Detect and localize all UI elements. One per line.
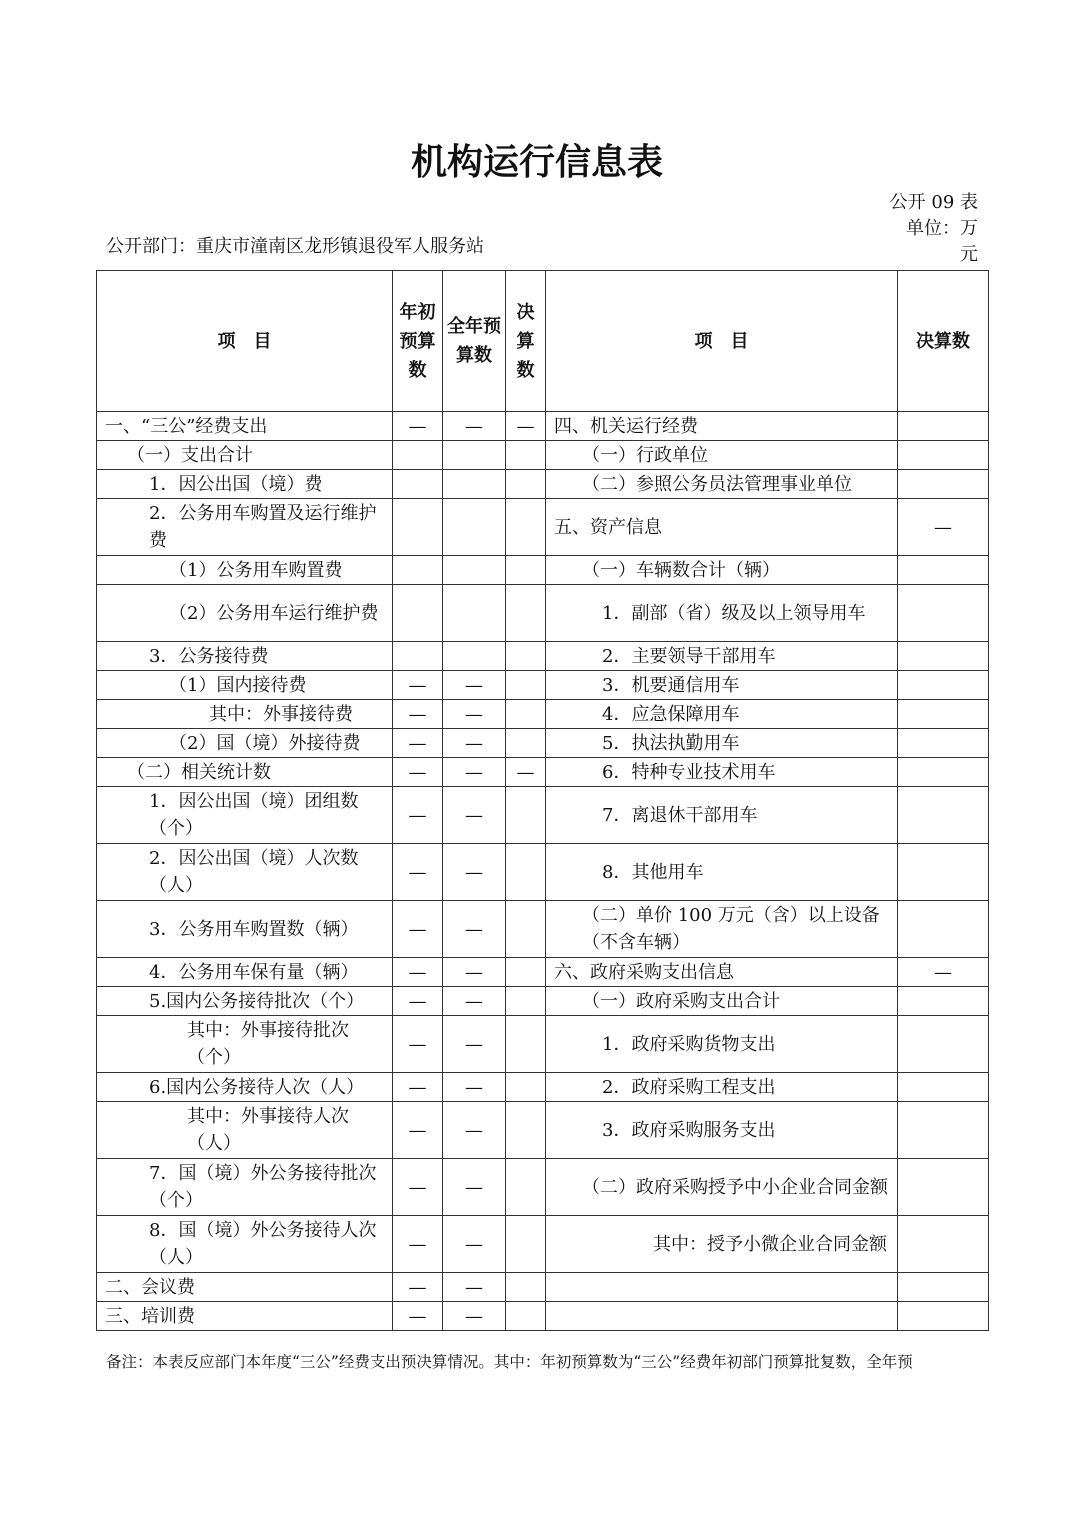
row-item-left: 三、培训费 xyxy=(97,1302,393,1331)
row-item-left: （2）国（境）外接待费 xyxy=(97,729,393,758)
row-final-left xyxy=(506,642,546,671)
row-item-right: 3．机要通信用车 xyxy=(546,671,898,700)
row-item-right: （一）车辆数合计（辆） xyxy=(546,556,898,585)
row-item-left: 1．因公出国（境）团组数（个） xyxy=(97,787,393,844)
row-final-left: — xyxy=(506,758,546,787)
row-item-left: 其中：外事接待费 xyxy=(97,700,393,729)
row-item-right: 3．政府采购服务支出 xyxy=(546,1102,898,1159)
table-row xyxy=(97,1216,989,1273)
row-final-right xyxy=(898,787,989,844)
row-budget-full: — xyxy=(443,1073,506,1102)
table-row xyxy=(97,987,989,1016)
table-row xyxy=(97,642,989,671)
row-item-left: （2）公务用车运行维护费 xyxy=(97,585,393,642)
table-row xyxy=(97,470,989,499)
row-final-left xyxy=(506,585,546,642)
row-budget-full: — xyxy=(443,729,506,758)
row-budget-full xyxy=(443,470,506,499)
footnote: 备注：本表反应部门本年度“三公”经费支出预决算情况。其中：年初预算数为“三公”经费年初部门预算批复数，全年预 xyxy=(106,1353,913,1371)
row-budget-full: — xyxy=(443,1273,506,1302)
row-item-left: 2．因公出国（境）人次数（人） xyxy=(97,844,393,901)
row-final-right xyxy=(898,1302,989,1331)
row-budget-initial: — xyxy=(393,729,443,758)
row-budget-initial: — xyxy=(393,901,443,958)
header-budget-initial: 年初预算数 xyxy=(393,271,443,412)
row-budget-initial: — xyxy=(393,987,443,1016)
row-item-right: 2．主要领导干部用车 xyxy=(546,642,898,671)
table-row xyxy=(97,844,989,901)
row-budget-full xyxy=(443,556,506,585)
row-budget-initial: — xyxy=(393,758,443,787)
row-item-right: 2．政府采购工程支出 xyxy=(546,1073,898,1102)
row-final-right xyxy=(898,1073,989,1102)
row-final-left xyxy=(506,1102,546,1159)
table-row xyxy=(97,758,989,787)
row-item-left: 3．公务用车购置数（辆） xyxy=(97,901,393,958)
row-final-right xyxy=(898,1016,989,1073)
info-table xyxy=(96,270,989,1331)
row-budget-initial xyxy=(393,441,443,470)
row-item-right: 四、机关运行经费 xyxy=(546,412,898,441)
table-header-row xyxy=(97,271,989,412)
row-final-left xyxy=(506,958,546,987)
table-row xyxy=(97,700,989,729)
row-final-right xyxy=(898,412,989,441)
row-budget-initial xyxy=(393,642,443,671)
row-final-left xyxy=(506,844,546,901)
row-final-right xyxy=(898,642,989,671)
row-budget-full: — xyxy=(443,1102,506,1159)
row-budget-full xyxy=(443,441,506,470)
row-budget-initial: — xyxy=(393,671,443,700)
row-item-right: 1．副部（省）级及以上领导用车 xyxy=(546,585,898,642)
row-budget-full xyxy=(443,585,506,642)
row-final-left: — xyxy=(506,412,546,441)
row-budget-initial: — xyxy=(393,1073,443,1102)
row-final-left xyxy=(506,470,546,499)
table-row xyxy=(97,787,989,844)
row-final-left xyxy=(506,499,546,556)
row-item-left: （一）支出合计 xyxy=(97,441,393,470)
row-budget-initial xyxy=(393,470,443,499)
row-final-right: — xyxy=(898,958,989,987)
row-item-right xyxy=(546,1273,898,1302)
row-final-left xyxy=(506,1073,546,1102)
page-title: 机构运行信息表 xyxy=(410,142,663,183)
row-final-right xyxy=(898,1216,989,1273)
row-budget-initial: — xyxy=(393,1016,443,1073)
row-final-left xyxy=(506,671,546,700)
row-final-left xyxy=(506,1302,546,1331)
row-final-left xyxy=(506,700,546,729)
row-item-right: （二）政府采购授予中小企业合同金额 xyxy=(546,1159,898,1216)
row-final-right xyxy=(898,901,989,958)
row-final-left xyxy=(506,1016,546,1073)
row-item-left: 一、“三公”经费支出 xyxy=(97,412,393,441)
row-item-right: 1．政府采购货物支出 xyxy=(546,1016,898,1073)
table-row xyxy=(97,901,989,958)
row-item-left: 5.国内公务接待批次（个） xyxy=(97,987,393,1016)
header-item-right: 项 目 xyxy=(546,271,898,412)
row-item-right: 4．应急保障用车 xyxy=(546,700,898,729)
table-row xyxy=(97,499,989,556)
row-budget-full: — xyxy=(443,758,506,787)
row-budget-full: — xyxy=(443,1159,506,1216)
row-item-right xyxy=(546,1302,898,1331)
row-final-left xyxy=(506,901,546,958)
row-item-right: 7．离退休干部用车 xyxy=(546,787,898,844)
row-item-left: 二、会议费 xyxy=(97,1273,393,1302)
row-item-left: 4．公务用车保有量（辆） xyxy=(97,958,393,987)
row-final-right xyxy=(898,1159,989,1216)
table-row xyxy=(97,958,989,987)
row-budget-full: — xyxy=(443,1016,506,1073)
table-row xyxy=(97,1273,989,1302)
row-item-left: 3．公务接待费 xyxy=(97,642,393,671)
row-final-right xyxy=(898,1273,989,1302)
row-budget-initial: — xyxy=(393,958,443,987)
row-item-right: （二）单价 100 万元（含）以上设备（不含车辆） xyxy=(546,901,898,958)
row-budget-initial: — xyxy=(393,1216,443,1273)
table-row xyxy=(97,556,989,585)
row-item-left: 2．公务用车购置及运行维护费 xyxy=(97,499,393,556)
row-budget-full: — xyxy=(443,787,506,844)
table-row xyxy=(97,729,989,758)
row-budget-full: — xyxy=(443,700,506,729)
row-final-right xyxy=(898,987,989,1016)
row-item-right: 6．特种专业技术用车 xyxy=(546,758,898,787)
row-item-right: 其中：授予小微企业合同金额 xyxy=(546,1216,898,1273)
row-final-right xyxy=(898,1102,989,1159)
row-final-left xyxy=(506,441,546,470)
row-budget-full: — xyxy=(443,1216,506,1273)
row-item-left: 其中：外事接待批次（个） xyxy=(97,1016,393,1073)
row-budget-initial: — xyxy=(393,1273,443,1302)
row-final-left xyxy=(506,556,546,585)
row-item-left: （1）公务用车购置费 xyxy=(97,556,393,585)
row-final-right xyxy=(898,729,989,758)
row-item-left: （二）相关统计数 xyxy=(97,758,393,787)
row-item-left: （1）国内接待费 xyxy=(97,671,393,700)
row-item-right: 8．其他用车 xyxy=(546,844,898,901)
table-row xyxy=(97,1159,989,1216)
row-budget-full xyxy=(443,642,506,671)
row-budget-full: — xyxy=(443,1302,506,1331)
row-budget-initial: — xyxy=(393,1302,443,1331)
row-budget-initial: — xyxy=(393,1102,443,1159)
row-budget-full: — xyxy=(443,844,506,901)
row-final-left xyxy=(506,1216,546,1273)
row-item-right: 六、政府采购支出信息 xyxy=(546,958,898,987)
row-item-right: 5．执法执勤用车 xyxy=(546,729,898,758)
row-budget-initial xyxy=(393,499,443,556)
row-final-left xyxy=(506,987,546,1016)
row-final-left xyxy=(506,1159,546,1216)
row-final-right xyxy=(898,844,989,901)
row-budget-initial xyxy=(393,556,443,585)
row-final-left xyxy=(506,729,546,758)
header-final-left: 决算数 xyxy=(506,271,546,412)
row-final-right xyxy=(898,470,989,499)
row-item-left: 6.国内公务接待人次（人） xyxy=(97,1073,393,1102)
row-item-right: 五、资产信息 xyxy=(546,499,898,556)
row-budget-initial: — xyxy=(393,700,443,729)
header-budget-full: 全年预算数 xyxy=(443,271,506,412)
table-row xyxy=(97,1016,989,1073)
row-final-left xyxy=(506,787,546,844)
row-final-right xyxy=(898,671,989,700)
row-budget-initial xyxy=(393,585,443,642)
row-budget-full: — xyxy=(443,412,506,441)
row-final-right xyxy=(898,441,989,470)
row-item-left: 8．国（境）外公务接待人次（人） xyxy=(97,1216,393,1273)
row-final-right xyxy=(898,758,989,787)
table-row xyxy=(97,585,989,642)
header-final-right: 决算数 xyxy=(898,271,989,412)
row-item-right: （一）行政单位 xyxy=(546,441,898,470)
row-budget-initial: — xyxy=(393,412,443,441)
row-item-left: 1．因公出国（境）费 xyxy=(97,470,393,499)
table-row xyxy=(97,1073,989,1102)
row-budget-full: — xyxy=(443,987,506,1016)
table-row xyxy=(97,441,989,470)
row-item-right: （一）政府采购支出合计 xyxy=(546,987,898,1016)
row-budget-full: — xyxy=(443,671,506,700)
row-item-left: 7．国（境）外公务接待批次（个） xyxy=(97,1159,393,1216)
row-item-left: 其中：外事接待人次（人） xyxy=(97,1102,393,1159)
table-row xyxy=(97,1102,989,1159)
row-final-right xyxy=(898,556,989,585)
row-budget-initial: — xyxy=(393,844,443,901)
row-final-left xyxy=(506,1273,546,1302)
table-row xyxy=(97,1302,989,1331)
row-budget-full: — xyxy=(443,901,506,958)
row-budget-full xyxy=(443,499,506,556)
table-row xyxy=(97,412,989,441)
row-final-right: — xyxy=(898,499,989,556)
row-final-right xyxy=(898,700,989,729)
row-budget-initial: — xyxy=(393,1159,443,1216)
header-item-left: 项 目 xyxy=(97,271,393,412)
row-budget-full: — xyxy=(443,958,506,987)
department-label: 公开部门：重庆市潼南区龙形镇退役军人服务站 xyxy=(106,236,484,257)
unit-label: 单位：万元 xyxy=(906,218,978,265)
row-item-right: （二）参照公务员法管理事业单位 xyxy=(546,470,898,499)
row-final-right xyxy=(898,585,989,642)
row-budget-initial: — xyxy=(393,787,443,844)
form-number: 公开 09 表 xyxy=(889,192,978,213)
table-row xyxy=(97,671,989,700)
